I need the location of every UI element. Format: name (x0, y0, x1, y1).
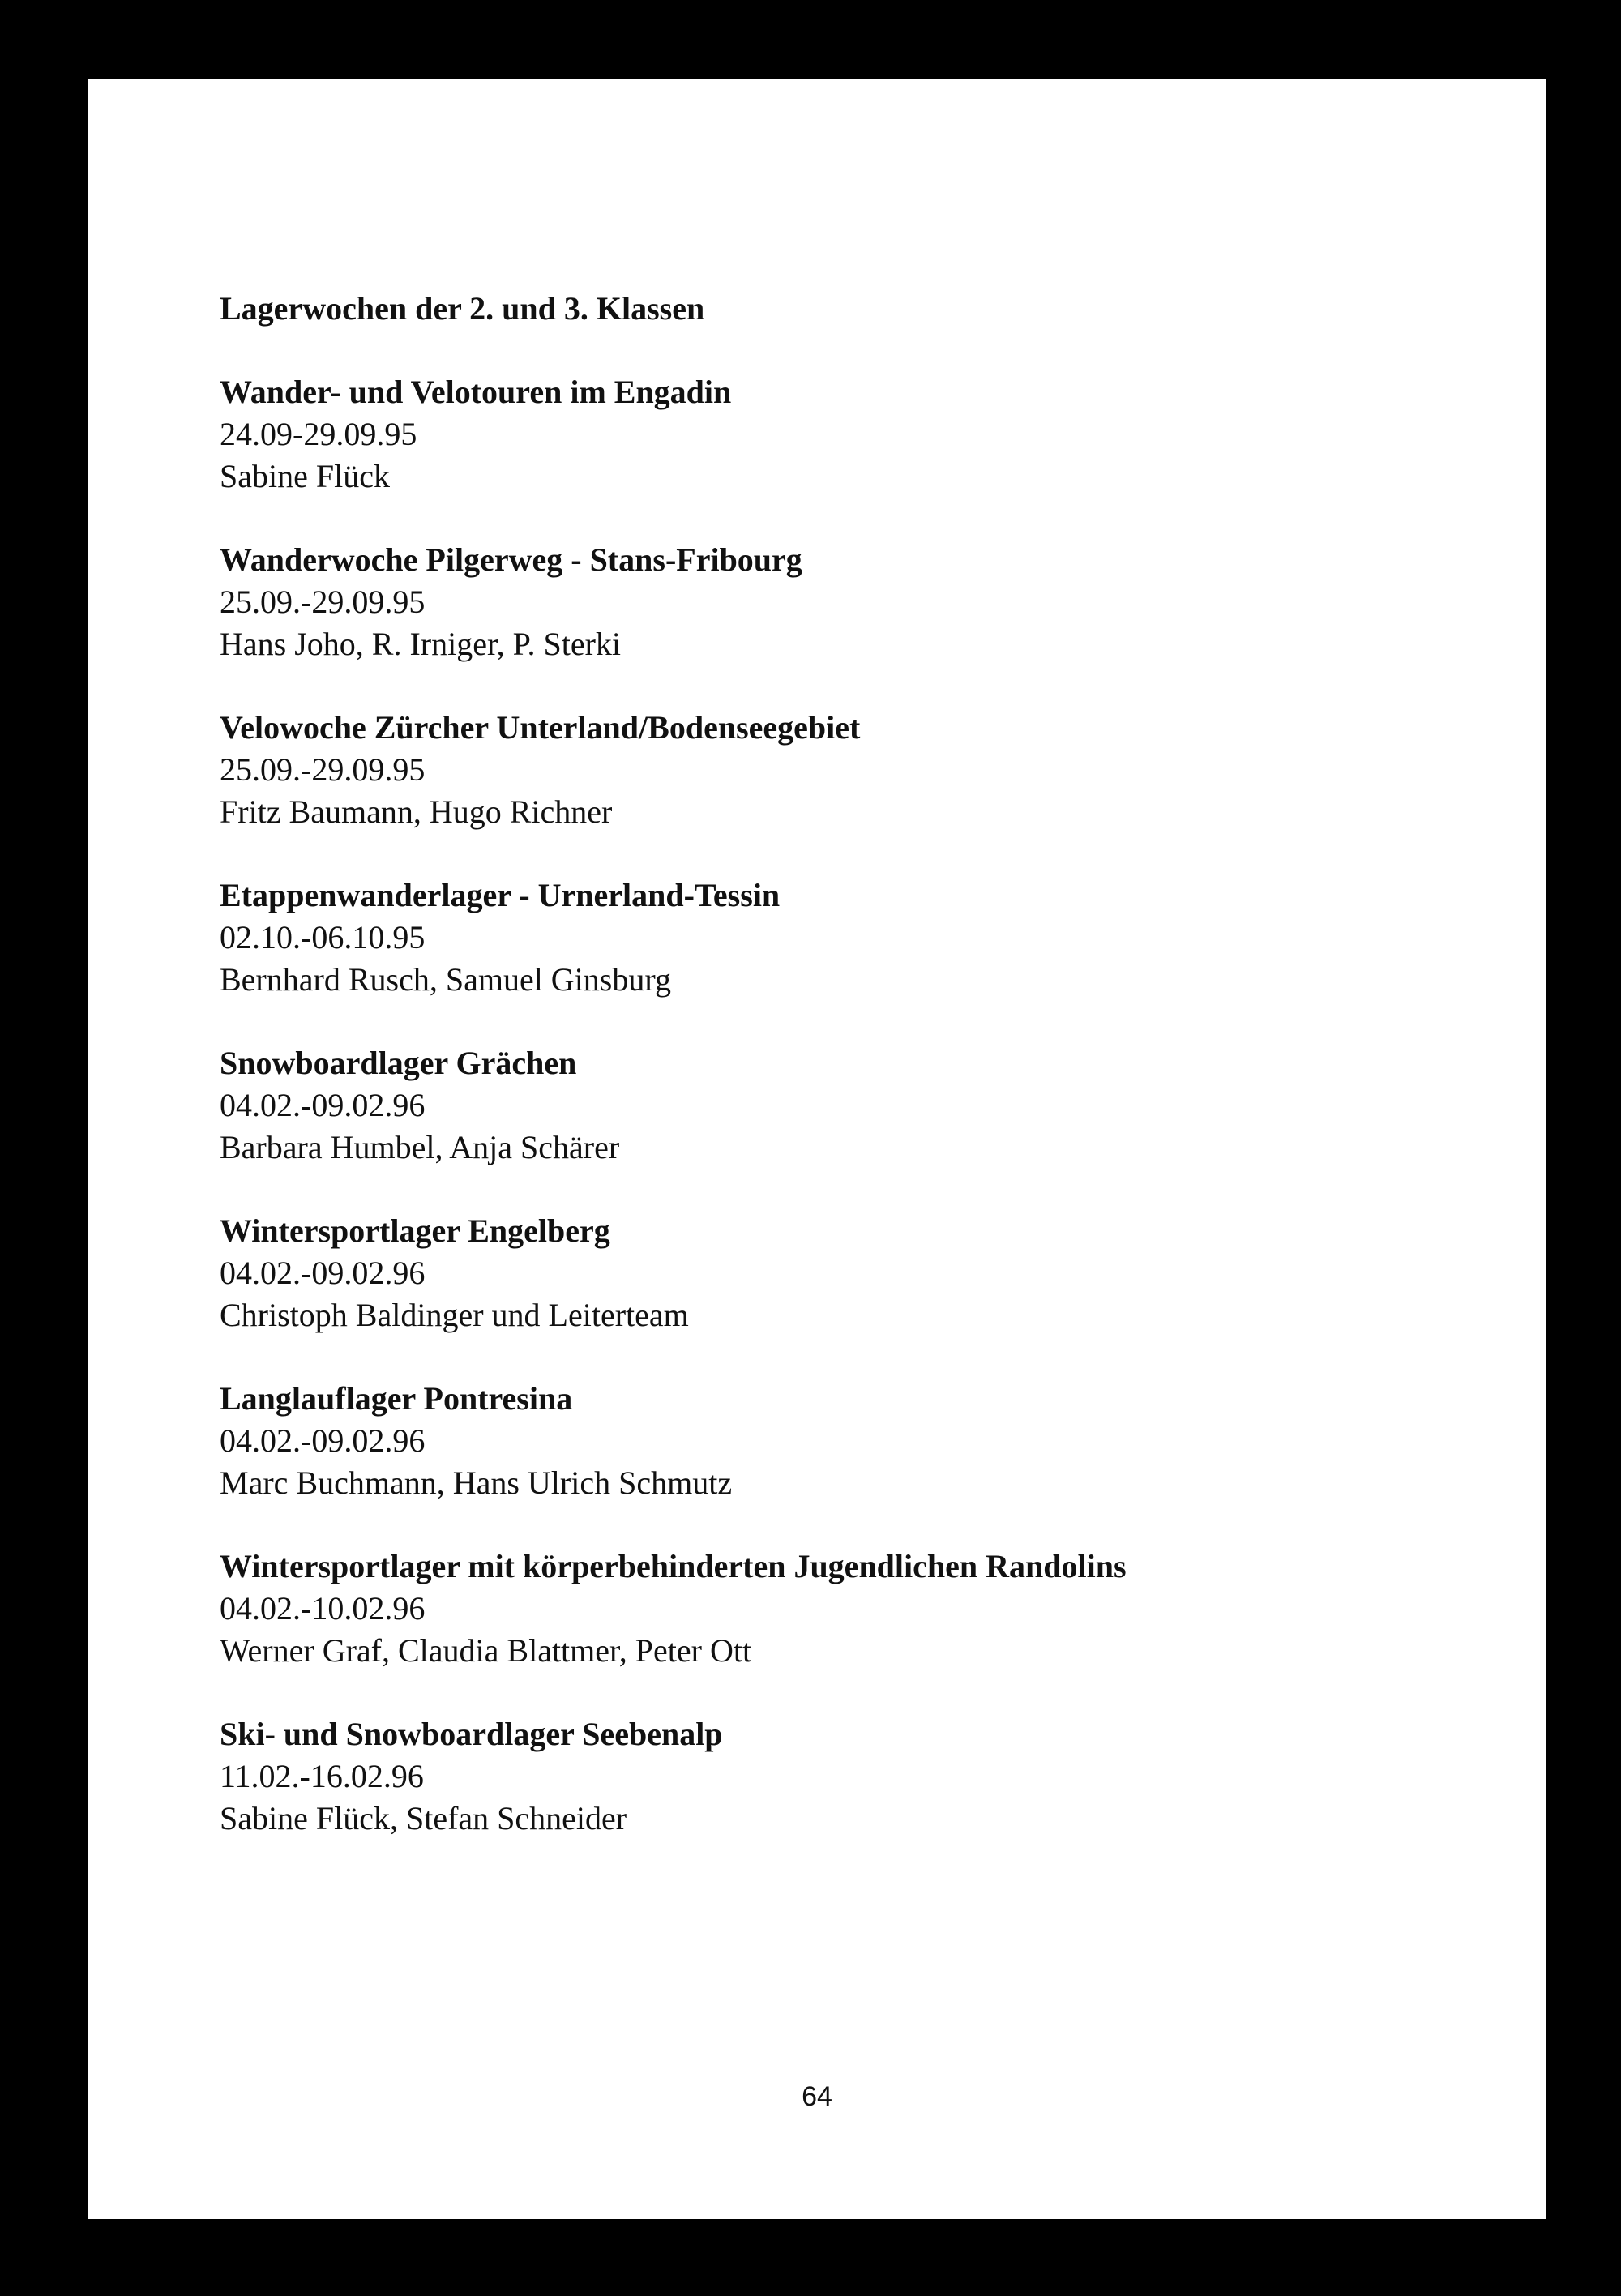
camp-leaders: Marc Buchmann, Hans Ulrich Schmutz (220, 1464, 733, 1501)
camp-entry (220, 1378, 1435, 1504)
camp-title: Wanderwoche Pilgerweg - Stans-Fribourg (220, 541, 802, 578)
camp-title: Langlauflager Pontresina (220, 1380, 573, 1417)
camp-leaders: Sabine Flück, Stefan Schneider (220, 1800, 627, 1836)
camp-leaders: Fritz Baumann, Hugo Richner (220, 793, 613, 830)
camp-dates: 25.09.-29.09.95 (220, 751, 426, 788)
camp-dates: 04.02.-09.02.96 (220, 1422, 426, 1459)
camp-title: Wintersportlager mit körperbehinderten Jugendlichen Randolins (220, 1548, 1127, 1584)
camp-dates: 11.02.-16.02.96 (220, 1758, 424, 1794)
camp-entry (220, 539, 1435, 665)
camp-title: Ski- und Snowboardlager Seebenalp (220, 1716, 723, 1752)
camp-entry (220, 371, 1435, 498)
camp-leaders: Sabine Flück (220, 458, 390, 494)
camp-dates: 24.09-29.09.95 (220, 416, 417, 452)
camp-entry (220, 707, 1435, 833)
camp-leaders: Barbara Humbel, Anja Schärer (220, 1129, 620, 1165)
camp-dates: 04.02.-10.02.96 (220, 1590, 426, 1627)
camp-title: Etappenwanderlager - Urnerland-Tessin (220, 877, 781, 913)
camp-leaders: Christoph Baldinger und Leiterteam (220, 1297, 689, 1333)
camp-entry (220, 1546, 1435, 1672)
camp-entry (220, 1210, 1435, 1336)
page-content (220, 287, 1435, 1881)
camp-title: Velowoche Zürcher Unterland/Bodenseegebiet (220, 709, 861, 746)
camp-title: Snowboardlager Grächen (220, 1045, 577, 1081)
camp-title: Wander- und Velotouren im Engadin (220, 374, 732, 410)
camp-entry (220, 1042, 1435, 1169)
camp-entry (220, 874, 1435, 1001)
camp-leaders: Werner Graf, Claudia Blattmer, Peter Ott (220, 1632, 752, 1669)
camp-dates: 25.09.-29.09.95 (220, 584, 426, 620)
camp-leaders: Hans Joho, R. Irniger, P. Sterki (220, 626, 622, 662)
document-page (88, 79, 1546, 2219)
page-number: 64 (802, 2081, 832, 2112)
camp-leaders: Bernhard Rusch, Samuel Ginsburg (220, 961, 671, 998)
camp-dates: 02.10.-06.10.95 (220, 919, 426, 956)
camp-title: Wintersportlager Engelberg (220, 1212, 610, 1249)
page-title: Lagerwochen der 2. und 3. Klassen (220, 290, 705, 327)
camp-dates: 04.02.-09.02.96 (220, 1087, 426, 1123)
camp-dates: 04.02.-09.02.96 (220, 1255, 426, 1291)
camp-entry (220, 1713, 1435, 1840)
